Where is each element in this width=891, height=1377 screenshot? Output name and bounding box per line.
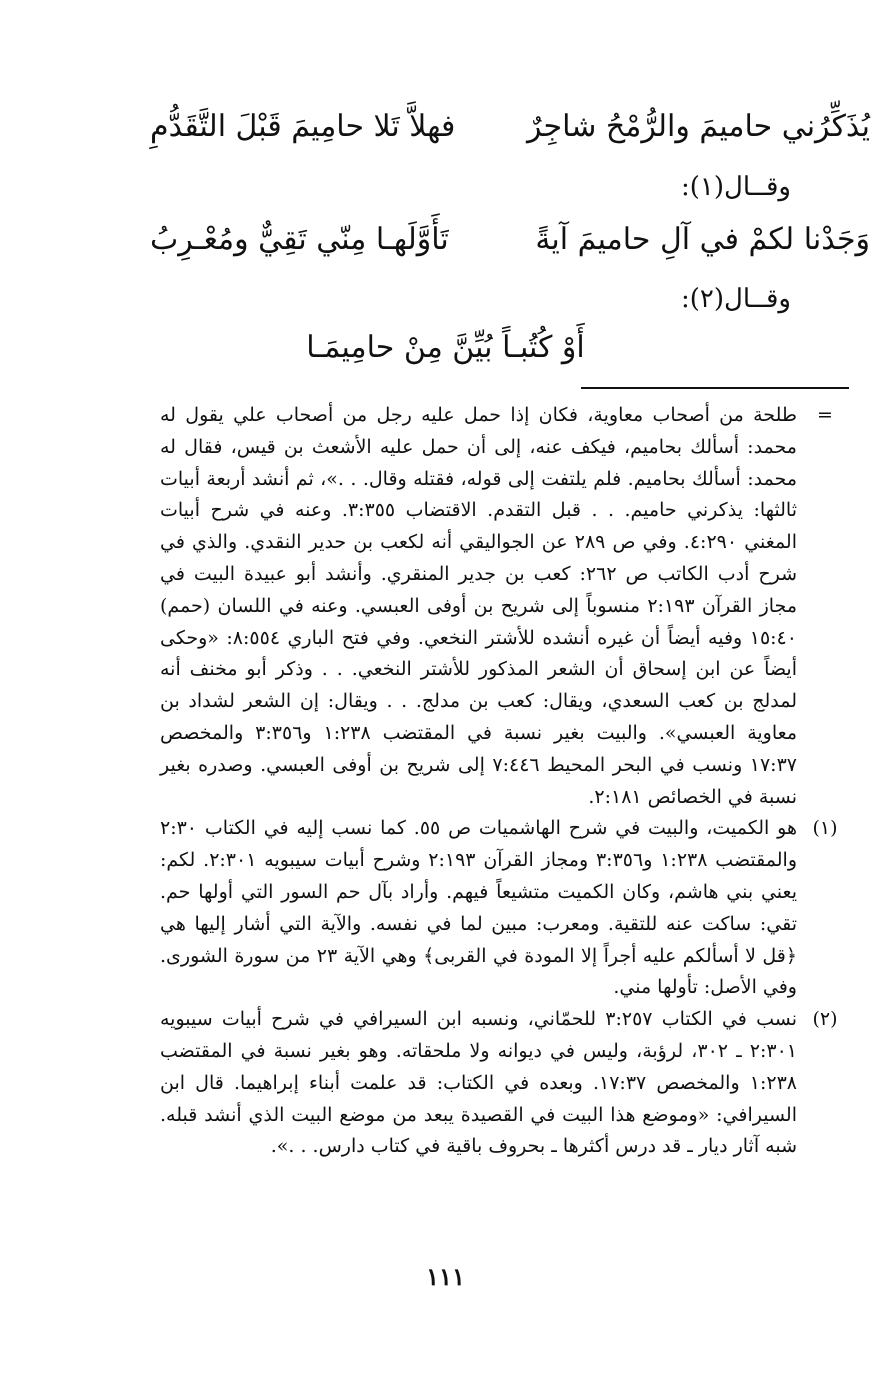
verse-2-first-hemistich: وَجَدْنا لكمْ في آلِ حاميمَ آيةً [535, 222, 870, 257]
footnote-marker: (٢) [812, 1008, 838, 1031]
verse-2-second-hemistich: تَأَوَّلَهـا مِنّي تَقِيٌّ ومُعْـرِبُ [150, 222, 449, 257]
verse-2-intro: وقــال(١): [680, 172, 791, 202]
verse-line-3: أَوْ كُتُبـاً بُيِّنَّ مِنْ حامِيمَـا [306, 330, 585, 365]
footnote-continuation [160, 400, 849, 813]
footnote-1 [160, 813, 849, 1004]
footnote-text: نسب في الكتاب ٣:٢٥٧ للحمّاني، ونسبه ابن السيرافي في شرح أبيات سيبويه ٢:٣٠١ ـ ٣٠٢، لرؤبة، وليس في ديوانه ولا ملحقاته. وهو بغير نسبة في المقتضب ١:٢٣٨ والمخصص ١٧:٣٧. وبعده في الكتاب: قد علمت أبناء إبراهيما. قال ابن السيرافي: «وموضع هذا البيت في القصيدة يبعد من موضع البيت الذي أنشد قبله. شبه آثار ديار ـ قد درس أكثرها ـ بحروف باقية في كتاب دارس. . .». [160, 1008, 797, 1158]
footnote-text: هو الكميت، والبيت في شرح الهاشميات ص ٥٥. كما نسب إليه في الكتاب ٢:٣٠ والمقتضب ١:٢٣٨ و٣:٣٥٦ ومجاز القرآن ٢:١٩٣ وشرح أبيات سيبويه ٢:٣٠١. لكم: يعني بني هاشم، وكان الكميت متشيعاً فيهم. وأراد بآل حم السور التي أولها حم. تقي: ساكت عنه للتقية. ومعرب: مبين لما في نفسه. والآية التي أشار إليها هي ﴿قل لا أسألكم عليه أجراً إلا المودة في القربى﴾ وهي الآية ٢٣ من سورة الشورى. وفي الأصل: تأولها مني. [160, 817, 797, 999]
footnotes [160, 400, 849, 1163]
footnote-separator [581, 387, 849, 389]
verse-1-second-hemistich: فهلاَّ تَلا حامِيمَ قَبْلَ التَّقَدُّمِ [150, 109, 456, 144]
verse-line-2 [150, 210, 870, 270]
verse-line-1 [150, 97, 870, 157]
footnote-marker: (١) [812, 817, 838, 840]
page-number: ١١١ [426, 1262, 465, 1291]
footnote-2 [160, 1004, 849, 1163]
verse-1-first-hemistich: يُذَكِّرُني حاميمَ والرُّمْحُ شاجِرٌ [527, 109, 870, 144]
footnote-text: طلحة من أصحاب معاوية، فكان إذا حمل عليه رجل من أصحاب علي يقول له محمد: أسألك بحاميم، فيكف عنه، إلى أن حمل عليه الأشعث بن قيس، فقال له محمد: أسألك بحاميم. فلم يلتفت إلى قوله، فقتله وقال. . .»، ثم أنشد أربعة أبيات ثالثها: يذكرني حاميم. . . قبل التقدم. الاقتضاب ٣:٣٥٥. وعنه في شرح أبيات المغني ٤:٢٩٠. وفي ص ٢٨٩ عن الجواليقي أنه لكعب بن حدير النقدي. والذي في شرح أدب الكاتب ص ٢٦٢: كعب بن جدير المنقري. وأنشد أبو عبيدة البيت في مجاز القرآن ٢:١٩٣ منسوباً إلى شريح بن أوفى العبسي. وعنه في اللسان (حمم) ١٥:٤٠ وفيه أيضاً أن غيره أنشده للأشتر النخعي. وفي فتح الباري ٨:٥٥٤: «وحكى أيضاً عن ابن إسحاق أن الشعر المذكور للأشتر النخعي. . . وذكر أبو مخنف أنه لمدلج بن كعب السعدي، ويقال: كعب بن مدلج. . . ويقال: إن الشعر لشداد بن معاوية العبسي». والبيت بغير نسبة في المقتضب ١:٢٣٨ و٣:٣٥٦ والمخصص ١٧:٣٧ ونسب في البحر المحيط ٧:٤٤٦ إلى شريح بن أوفى العبسي. وصدره بغير نسبة في الخصائص ٢:١٨١. [160, 404, 798, 808]
verse-3-intro: وقــال(٢): [680, 284, 791, 314]
footnote-marker: = [817, 404, 833, 426]
